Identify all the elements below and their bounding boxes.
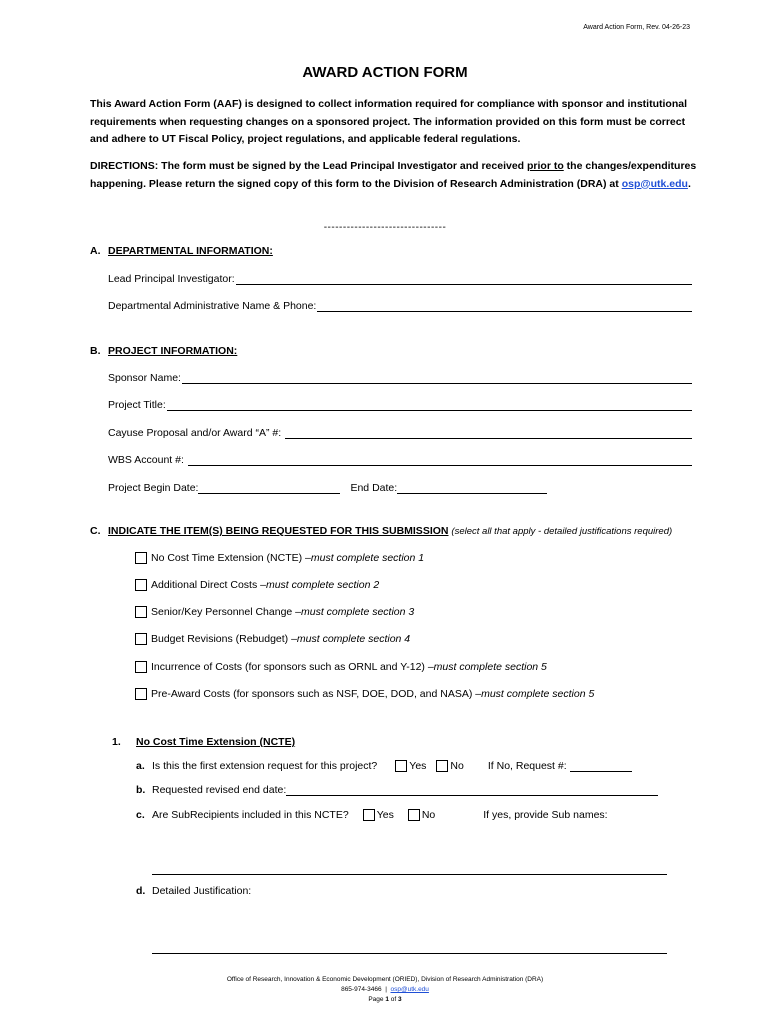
qc-yes-checkbox[interactable] [363,809,375,821]
footer-email-link[interactable]: osp@utk.edu [390,986,429,993]
option-incurrence-of-costs[interactable]: Incurrence of Costs (for sponsors such as ORNL and Y-12) – must complete section 5 [135,661,547,673]
qa-no-checkbox[interactable] [436,760,448,772]
project-dates-row [108,482,578,494]
separator: -------------------------------- [323,222,447,233]
section-b-heading: B. PROJECT INFORMATION: [90,345,238,357]
qc-no-checkbox[interactable] [408,809,420,821]
dept-admin-field[interactable]: Departmental Administrative Name & Phone: [108,300,692,312]
prior-to-emphasis: prior to [527,160,564,172]
section-1-heading: 1. No Cost Time Extension (NCTE) [112,736,296,748]
incurrence-costs-checkbox[interactable] [135,661,147,673]
end-date-label: End Date: [350,482,398,494]
option-budget-revisions[interactable]: Budget Revisions (Rebudget) – must complete section 4 [135,633,410,645]
qa-yes-checkbox[interactable] [395,760,407,772]
footer-office: Office of Research, Innovation & Economic Development (ORIED), Division of Research Administration (DRA) [226,976,544,983]
revision-label: Award Action Form, Rev. 04-26-23 [583,24,690,31]
footer-contact: 865-974-3466 | osp@utk.edu [341,986,429,993]
begin-date-input[interactable] [198,483,340,494]
dra-email-link[interactable]: osp@utk.edu [621,177,688,190]
cayuse-proposal-field[interactable]: Cayuse Proposal and/or Award “A” #: [108,427,692,439]
page-title: AWARD ACTION FORM [302,64,468,81]
directions-paragraph: DIRECTIONS: The form must be signed by the Lead Principal Investigator and received prior to the changes/expenditures happening. Please return the signed copy of this form to the Division of Research Administration (DRA) at osp@utk.edu. [90,160,697,190]
section-a-heading: A. DEPARTMENTAL INFORMATION: [90,245,273,257]
additional-direct-costs-checkbox[interactable] [135,579,147,591]
footer-page-number: Page 1 of 3 [368,996,402,1003]
option-additional-direct-costs[interactable]: Additional Direct Costs – must complete section 2 [135,579,379,591]
sub-names-line[interactable] [152,874,667,875]
key-personnel-checkbox[interactable] [135,606,147,618]
revised-end-date-input[interactable] [286,785,658,796]
pre-award-costs-checkbox[interactable] [135,688,147,700]
lead-pi-field[interactable]: Lead Principal Investigator: [108,273,692,285]
intro-paragraph: This Award Action Form (AAF) is designed to collect information required for compliance with sponsor and institutional requirements when requesting changes on a sponsored project. The information provided on this form must be correct and adhere to UT Fiscal Policy, project regulations, and applicable federal regulations. [90,98,687,145]
question-a-row: a. Is this the first extension request for this project? Yes No If No, Request #: [136,760,632,772]
question-d-row: d. Detailed Justification: [136,885,252,897]
end-date-input[interactable] [397,483,547,494]
budget-revisions-checkbox[interactable] [135,633,147,645]
option-pre-award-costs[interactable]: Pre-Award Costs (for sponsors such as NSF, DOE, DOD, and NASA) – must complete section 5 [135,688,594,700]
question-b-row: b. Requested revised end date: [136,784,658,796]
request-number-input[interactable] [570,761,632,772]
option-ncte[interactable]: No Cost Time Extension (NCTE) – must complete section 1 [135,552,424,564]
option-key-personnel-change[interactable]: Senior/Key Personnel Change – must complete section 3 [135,606,414,618]
justification-line[interactable] [152,953,667,954]
project-title-field[interactable]: Project Title: [108,399,692,411]
question-c-row: c. Are SubRecipients included in this NCTE? Yes No If yes, provide Sub names: [136,809,608,821]
begin-date-label: Project Begin Date: [108,482,199,494]
sponsor-name-field[interactable]: Sponsor Name: [108,372,692,384]
section-c-heading: C. INDICATE THE ITEM(S) BEING REQUESTED FOR THIS SUBMISSION (select all that apply - detailed justifications required) [90,525,673,537]
ncte-checkbox[interactable] [135,552,147,564]
wbs-account-field[interactable]: WBS Account #: [108,454,692,466]
